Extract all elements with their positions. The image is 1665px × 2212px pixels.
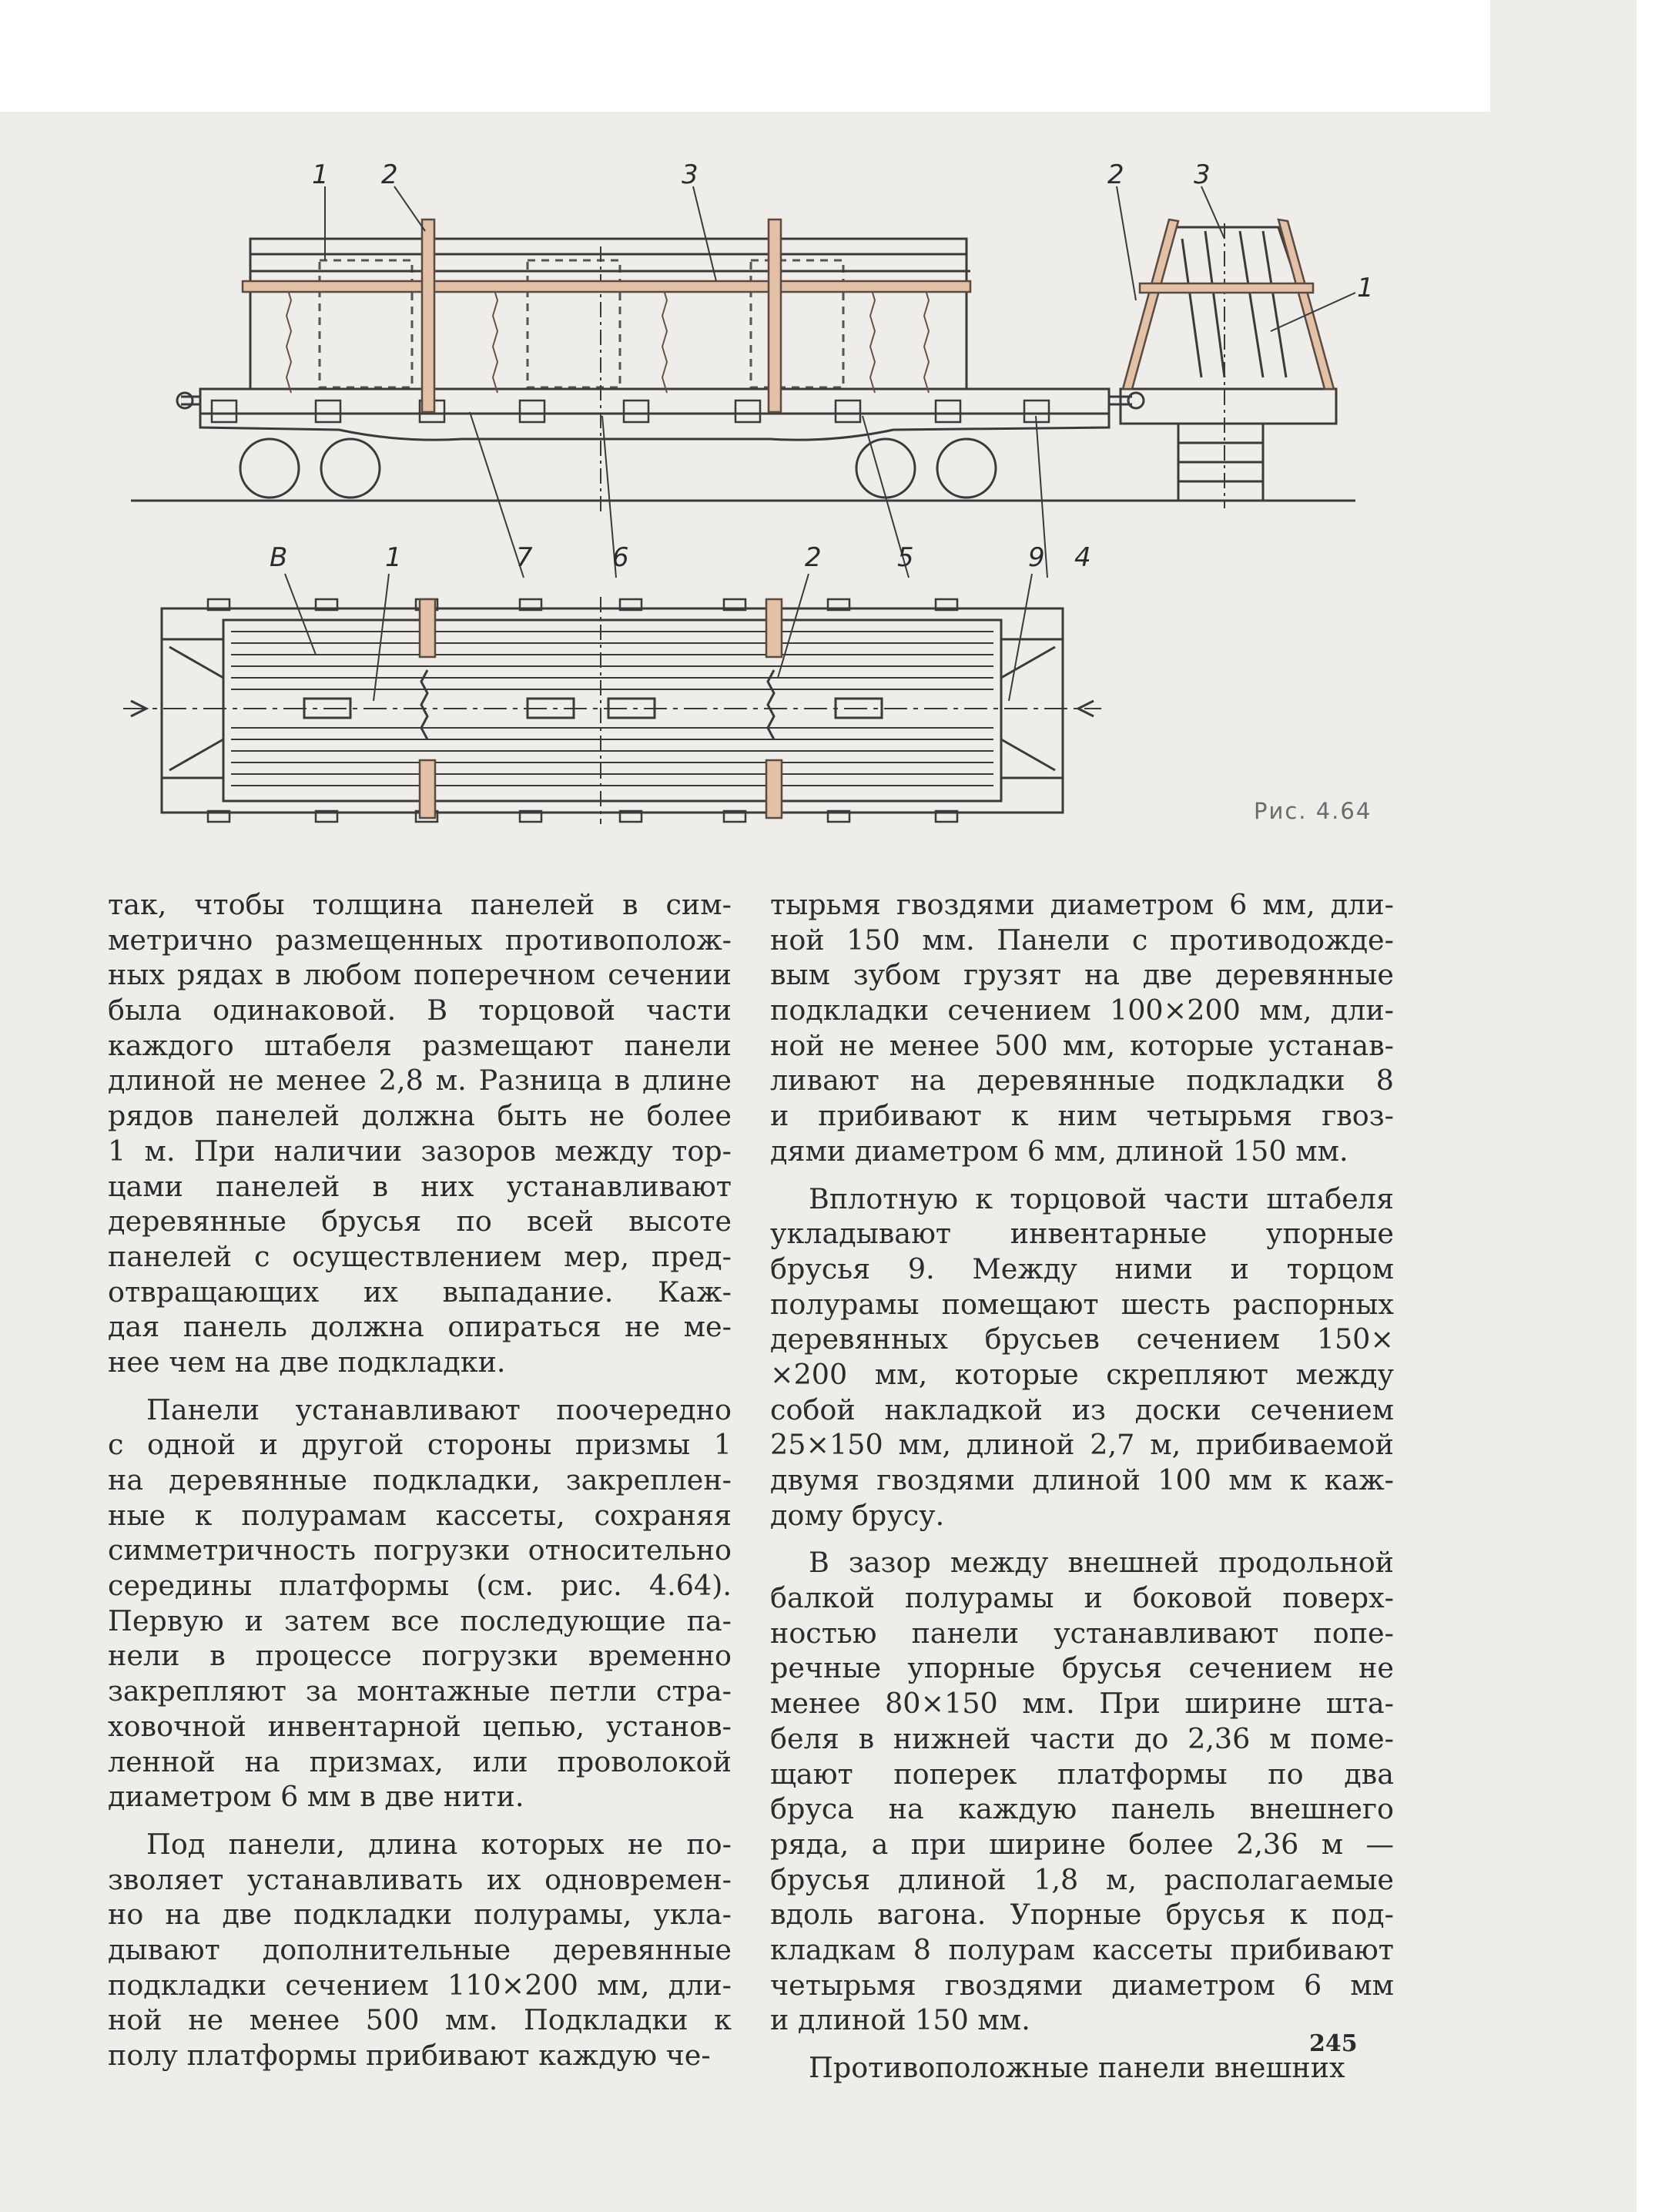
label-3: 3: [682, 159, 698, 190]
text-line: 1 м. При наличии зазоров между тор-: [108, 1134, 732, 1168]
text-line: дому брусу.: [770, 1498, 945, 1532]
label-v: В: [270, 542, 288, 573]
text-line: цами панелей в них устанавливают: [108, 1169, 732, 1203]
text-line: подкладки сечением 110×200 мм, дли-: [108, 1968, 732, 2002]
text-line: ×200 мм, которые скрепляют между: [770, 1357, 1394, 1391]
text-line: дывают дополнительные деревянные: [108, 1932, 732, 1966]
end-label-2: 2: [1107, 159, 1124, 190]
paragraph: [108, 1393, 732, 1815]
text-line: щают поперек платформы по два: [770, 1757, 1394, 1791]
label-9: 9: [1028, 542, 1045, 573]
wheel-4: [937, 439, 996, 498]
text-line: В зазор между внешней продольной: [809, 1546, 1394, 1580]
text-line: ховочной инвентарной цепью, установ-: [108, 1709, 732, 1743]
label-4: 4: [1074, 542, 1091, 573]
label-2: 2: [381, 159, 398, 190]
wheel-1: [240, 439, 299, 498]
plan-view-frame: [162, 608, 1063, 813]
text-line: дями диаметром 6 мм, длиной 150 мм.: [770, 1134, 1348, 1168]
text-line: 25×150 мм, длиной 2,7 м, прибиваемой: [770, 1428, 1394, 1462]
text-column-left: [108, 887, 732, 2086]
text-line: речные упорные брусья сечением не: [770, 1651, 1394, 1685]
text-line: вым зубом грузят на две деревянные: [770, 958, 1394, 992]
wheel-3: [856, 439, 915, 498]
text-line: ленной на призмах, или проволокой: [108, 1744, 732, 1778]
text-column-right: [770, 887, 1394, 2098]
text-line: ной не менее 500 мм. Подкладки к: [108, 2003, 732, 2037]
text-line: кладкам 8 полурам кассеты прибивают: [770, 1932, 1394, 1966]
figure-caption: Рис. 4.64: [1254, 798, 1372, 824]
text-line: брусья длиной 1,8 м, располагаемые: [770, 1862, 1394, 1896]
text-line: длиной не менее 2,8 м. Разница в длине: [108, 1064, 732, 1098]
text-line: закрепляют за монтажные петли стра-: [108, 1674, 732, 1708]
label-2b: 2: [805, 542, 822, 573]
text-line: брусья 9. Между ними и торцом: [770, 1252, 1394, 1285]
paragraph: [108, 1827, 732, 2073]
text-line: бруса на каждую панель внешнего: [770, 1792, 1394, 1826]
wagon-loading-diagram: [108, 146, 1386, 840]
text-line: метрично размещенных противополож-: [108, 923, 732, 957]
stake-2-right: [769, 220, 781, 412]
text-line: двумя гвоздями длиной 100 мм к каж-: [770, 1463, 1394, 1496]
text-line: на деревянные подкладки, закреплен-: [108, 1463, 732, 1496]
text-line: так, чтобы толщина панелей в сим-: [108, 888, 732, 921]
text-line: дая панель должна опираться не ме-: [108, 1310, 732, 1344]
paragraph: [108, 887, 732, 1380]
text-line: беля в нижней части до 2,36 м поме-: [770, 1721, 1394, 1755]
text-line: Панели устанавливают поочередно: [146, 1393, 732, 1426]
text-line: ливают на деревянные подкладки 8: [770, 1064, 1394, 1098]
label-1b: 1: [385, 542, 402, 573]
paragraph: [770, 1181, 1394, 1533]
text-line: и длиной 150 мм.: [770, 2003, 1030, 2037]
text-line: каждого штабеля размещают панели: [108, 1028, 732, 1062]
text-line: укладывают инвентарные упорные: [770, 1217, 1394, 1251]
text-line: и прибивают к ним четырьмя гвоз-: [770, 1099, 1394, 1133]
text-line: Первую и затем все последующие па-: [108, 1604, 732, 1637]
text-line: тырьмя гвоздями диаметром 6 мм, дли-: [770, 888, 1394, 921]
text-line: зволяет устанавливать их одновремен-: [108, 1862, 732, 1896]
text-line: отвращающих их выпадание. Каж-: [108, 1275, 732, 1309]
end-label-3: 3: [1194, 159, 1211, 190]
label-7: 7: [516, 542, 533, 573]
text-line: ных рядах в любом поперечном сечении: [108, 958, 732, 992]
text-line: деревянные брусья по всей высоте: [108, 1205, 732, 1238]
text-line: полу платформы прибивают каждую че-: [108, 2039, 711, 2072]
text-line: нее чем на две подкладки.: [108, 1345, 506, 1379]
page-edge-strip: [1490, 0, 1637, 116]
text-line: панелей с осуществлением мер, пред-: [108, 1239, 732, 1273]
text-line: нели в процессе погрузки временно: [108, 1639, 732, 1673]
text-line: вдоль вагона. Упорные брусья к под-: [770, 1898, 1394, 1932]
text-line: четырьмя гвоздями диаметром 6 мм: [770, 1968, 1394, 2002]
text-line: ностью панели устанавливают попе-: [770, 1616, 1394, 1650]
paragraph: [770, 1545, 1394, 2038]
text-line: но на две подкладки полурамы, укла-: [108, 1898, 732, 1932]
text-line: была одинаковой. В торцовой части: [108, 994, 732, 1027]
end-label-1: 1: [1357, 273, 1374, 303]
text-line: собой накладкой из доски сечением: [770, 1393, 1394, 1426]
paragraph: [770, 887, 1394, 1169]
figure-4-64: [108, 146, 1386, 840]
wheel-2: [321, 439, 380, 498]
text-line: диаметром 6 мм в две нити.: [108, 1780, 524, 1814]
text-line: с одной и другой стороны призмы 1: [108, 1428, 732, 1462]
text-line: деревянных брусьев сечением 150×: [770, 1322, 1394, 1356]
text-line: балкой полурамы и боковой поверх-: [770, 1581, 1394, 1615]
paragraph: [770, 2050, 1394, 2086]
label-1: 1: [312, 159, 329, 190]
page-number: 245: [1309, 2030, 1358, 2057]
panel-stack-side: [250, 239, 967, 389]
text-line: рядов панелей должна быть не более: [108, 1099, 732, 1133]
text-line: ряда, а при ширине более 2,36 м —: [770, 1827, 1394, 1861]
text-line: середины платформы (см. рис. 4.64).: [108, 1569, 732, 1603]
cross-beam-3: [243, 281, 970, 292]
stake-2-left: [422, 220, 434, 412]
text-line: менее 80×150 мм. При ширине шта-: [770, 1687, 1394, 1721]
text-line: подкладки сечением 100×200 мм, дли-: [770, 994, 1394, 1027]
text-line: ной 150 мм. Панели с противодожде-: [770, 923, 1394, 957]
label-5: 5: [897, 542, 914, 573]
text-line: Вплотную к торцовой части штабеля: [809, 1181, 1394, 1215]
text-line: ные к полурамам кассеты, сохраняя: [108, 1498, 732, 1532]
text-line: полурамы помещают шесть распорных: [770, 1287, 1394, 1321]
text-line: симметричность погрузки относительно: [108, 1533, 732, 1567]
text-line: Под панели, длина которых не по-: [146, 1827, 732, 1861]
text-line: ной не менее 500 мм, которые устанав-: [770, 1028, 1394, 1062]
label-6: 6: [612, 542, 629, 573]
text-line: Противоположные панели внешних: [809, 2051, 1345, 2084]
